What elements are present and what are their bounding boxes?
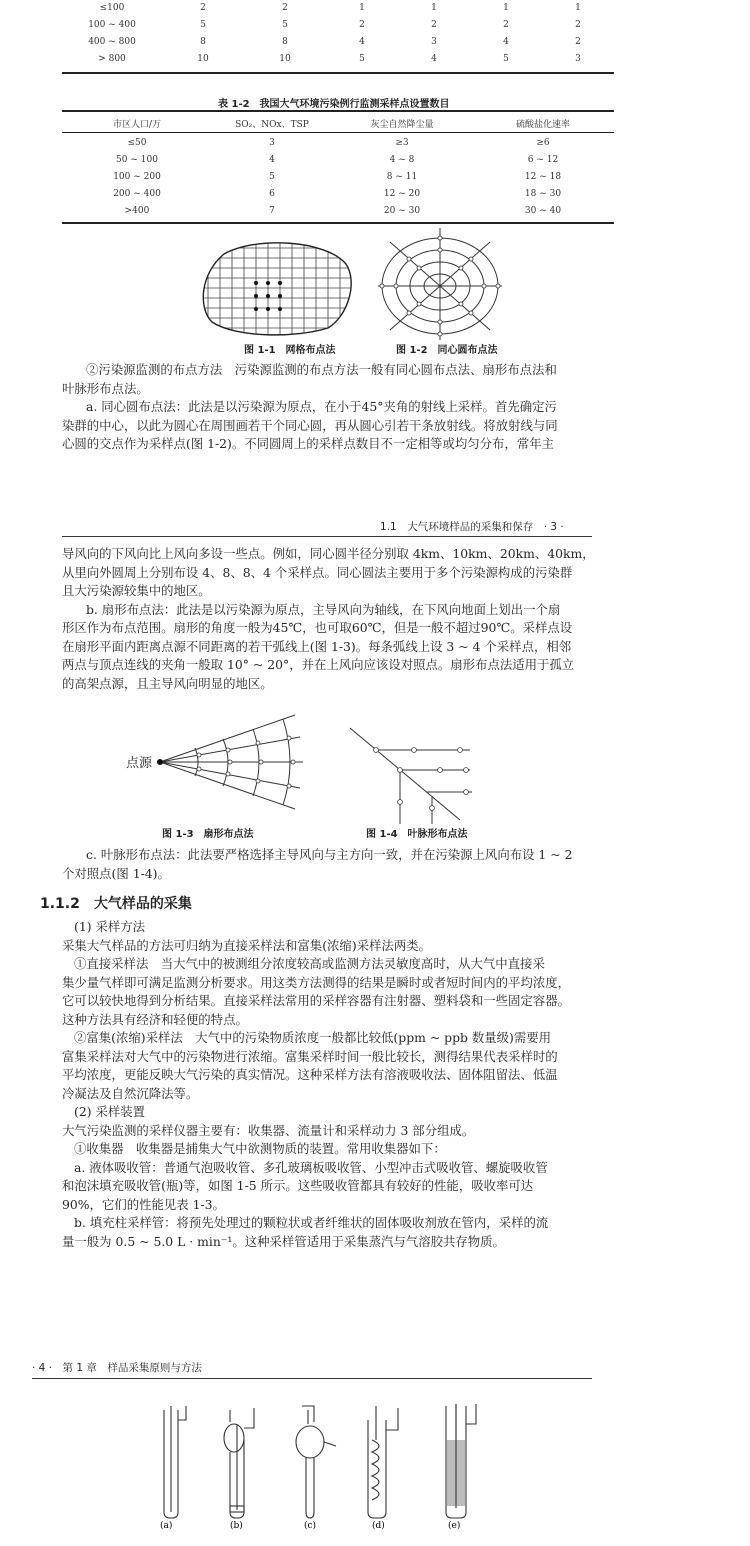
grid-sampling-figure <box>196 238 356 338</box>
paragraph-fan-method: 导风向的下风向比上风向多设一些点。例如，同心圆半径分别取 4km、10km、20km、40km， 从里向外圆周上分别布设 4、8、8、4 个采样点。同心圆法主要用于多个污染源构成的污染群 且大污染源较集中的地区。 b. 扇形布点法：此法是以污染源为原点，主导风向为轴线，在下风向地面上划出一个扇 形区作为布点范围。扇形的角度一般为45℃，也可取60℃，但是一般不超过90℃。采样点设 在扇形平面内距离点源不同距离的若干弧线上(图 1-3)。每条弧线上设 3 ~ 4 个采样点，相邻 两点与顶点连线的夹角一般取 10° ~ 20°，并在上风向应该设对照点。扇形布点法适用于孤立 的高架点源，且主导风向明显的地区。 <box>62 546 595 691</box>
table-row: ≤100 2 2 1 1 1 1 <box>99 3 581 13</box>
table-row: >400 7 20 ~ 30 30 ~ 40 <box>124 205 562 216</box>
concentric-sampling-figure <box>378 228 502 340</box>
header-rule <box>62 536 592 537</box>
table-row: 200 ~ 400 6 12 ~ 20 18 ~ 30 <box>113 188 562 199</box>
table-row: ≤50 3 ≥3 ≥6 <box>127 137 550 148</box>
table-header-row: 市区人口/万 SO₂、NOx、TSP 灰尘自然降尘量 硫酸盐化速率 <box>112 119 570 130</box>
paragraph-leaf-method: c. 叶脉形布点法：此法要严格选择主导风向与主方向一致，并在污染源上风向布设 1 ~ 2 个对照点(图 1-4)。 <box>62 847 573 881</box>
table-1-1-continued <box>62 0 614 67</box>
section-title: 1.1.2 大气样品的采集 <box>40 896 192 912</box>
table-1-2-caption: 表 1-2 我国大气环境污染例行监测采样点设置数目 <box>218 99 450 110</box>
tube-b-label: (b) <box>230 1521 243 1531</box>
header-rule <box>32 1378 592 1379</box>
leaf-vein-sampling-figure <box>348 724 478 824</box>
paragraph-source-monitoring: ②污染源监测的布点方法 污染源监测的布点方法一般有同心圆布点法、扇形布点法和 叶脉形布点法。 a. 同心圆布点法：此法是以污染源为原点，在小于45°夹角的射线上采样。首先确定污 染群的中心，以此为圆心在周围画若干个同心圆，再从圆心引若干条放射线。将放射线与同 心圆的交点作为采样点(图 1-2)。不同圆周上的采样点数目不一定相等或均匀分布，常年主 <box>62 362 558 451</box>
table-row: > 800 10 10 5 4 5 3 <box>98 53 581 64</box>
table-row: 100 ~ 200 5 8 ~ 11 12 ~ 18 <box>113 171 562 182</box>
tube-c-label: (c) <box>304 1521 317 1531</box>
page-header: 1.1 大气环境样品的采集和保存 · 3 · <box>380 521 564 533</box>
table-bottom-rule <box>62 72 614 74</box>
tube-d-label: (d) <box>372 1521 385 1531</box>
point-source-label: 点源 <box>126 756 153 771</box>
tube-e-label: (e) <box>448 1521 461 1531</box>
table-row: 100 ~ 400 5 5 2 2 2 2 <box>88 19 581 30</box>
page-header: · 4 · 第 1 章 样品采集原则与方法 <box>32 1362 202 1374</box>
fig-1-2-caption: 图 1-2 同心圆布点法 <box>396 345 498 356</box>
table-top-rule <box>62 110 614 112</box>
table-header-rule <box>62 132 614 133</box>
table-row: 400 ~ 800 8 8 4 3 4 2 <box>88 36 581 47</box>
fig-1-3-caption: 图 1-3 扇形布点法 <box>162 829 254 840</box>
table-bottom-rule <box>62 222 614 224</box>
tube-a-label: (a) <box>160 1521 173 1531</box>
absorption-tubes-figure <box>150 1400 490 1530</box>
fig-1-1-caption: 图 1-1 网格布点法 <box>244 345 336 356</box>
table-1-2-body <box>62 134 614 219</box>
table-1-2 <box>62 114 614 132</box>
fan-sampling-figure <box>155 712 305 822</box>
table-row: 50 ~ 100 4 4 ~ 8 6 ~ 12 <box>116 154 559 165</box>
paragraph-sampling-methods: (1) 采样方法 采集大气样品的方法可归纳为直接采样法和富集(浓缩)采样法两类。 ①直接采样法 当大气中的被测组分浓度较高或监测方法灵敏度高时，从大气中直接采 集少量气样即可满足监测分析要求。用这类方法测得的结果是瞬时或者短时间内的平均浓度， 它可以较快地得到分析结果。直接采样法常用的采样容器有注射器、塑料袋和一些固定容器。 这种方法具有经济和轻便的特点。 ②富集(浓缩)采样法 大气中的污染物质浓度一般都比较低(ppm ~ ppb 数量级)需要用 富集采样法对大气中的污染物进行浓缩。富集采样时间一般比较长，测得结果代表采样时的 平均浓度，更能反映大气污染的真实情况。这种采样方法有溶液吸收法、固体阻留法、低温 冷凝法及自然沉降法等。 (2) 采样装置 大气污染监测的采样仪器主要有：收集器、流量计和采样动力 3 部分组成。 ①收集器 收集器是捕集大气中欲测物质的装置。常用收集器如下： a. 液体吸收管：普通气泡吸收管、多孔玻璃板吸收管、小型冲击式吸收管、螺旋吸收管 和泡沫填充吸收管(瓶)等，如图 1-5 所示。这些吸收管都具有较好的性能，吸收率可达 90%，它们的性能见表 1-3。 b. 填充柱采样管：将预先处理过的颗粒状或者纤维状的固体吸收剂放在管内，采样的流 量一般为 0.5 ~ 5.0 L · min⁻¹。这种采样管适用于采集蒸汽与气溶胶共存物质。 <box>62 919 571 1249</box>
fig-1-4-caption: 图 1-4 叶脉形布点法 <box>366 829 468 840</box>
